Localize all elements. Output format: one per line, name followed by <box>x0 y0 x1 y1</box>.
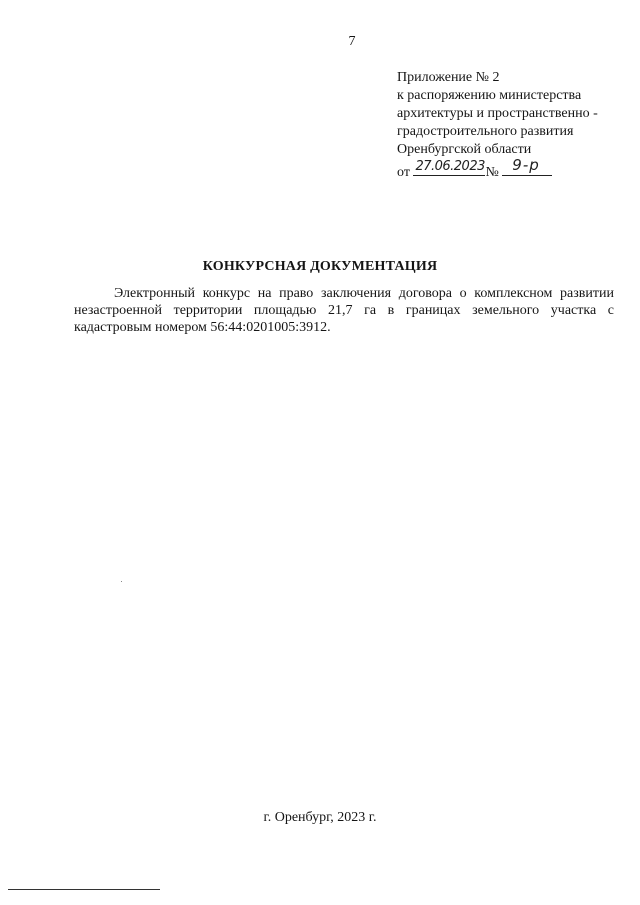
footer-rule <box>8 889 160 890</box>
appendix-title: Приложение № 2 <box>397 70 500 85</box>
appendix-line-architecture: архитектуры и пространственно - <box>397 106 598 121</box>
handwritten-date: 27.06.2023 <box>415 159 485 174</box>
appendix-line-development: градостроительного развития <box>397 124 574 139</box>
document-title: КОНКУРСНАЯ ДОКУМЕНТАЦИЯ <box>202 259 438 274</box>
appendix-header <box>397 69 627 182</box>
document-body-paragraph: Электронный конкурс на право заключения договора о комплексном развитии незастроенной территории площадью 21,7 га в границах земельного участка с кадастровым номером 56:44:0201005:3912. <box>74 286 614 335</box>
appendix-line-ministry: к распоряжению министерства <box>397 88 582 103</box>
date-prefix: от <box>397 165 410 180</box>
number-field <box>502 156 552 176</box>
date-field <box>413 159 485 176</box>
appendix-line-region: Оренбургской области <box>397 142 532 157</box>
scan-speck <box>121 581 122 582</box>
handwritten-number: 9-р <box>512 156 540 174</box>
city-year: г. Оренбург, 2023 г. <box>263 810 377 825</box>
page-number: 7 <box>348 34 356 49</box>
number-prefix: № <box>485 165 499 180</box>
appendix-date-number-line <box>397 156 627 182</box>
